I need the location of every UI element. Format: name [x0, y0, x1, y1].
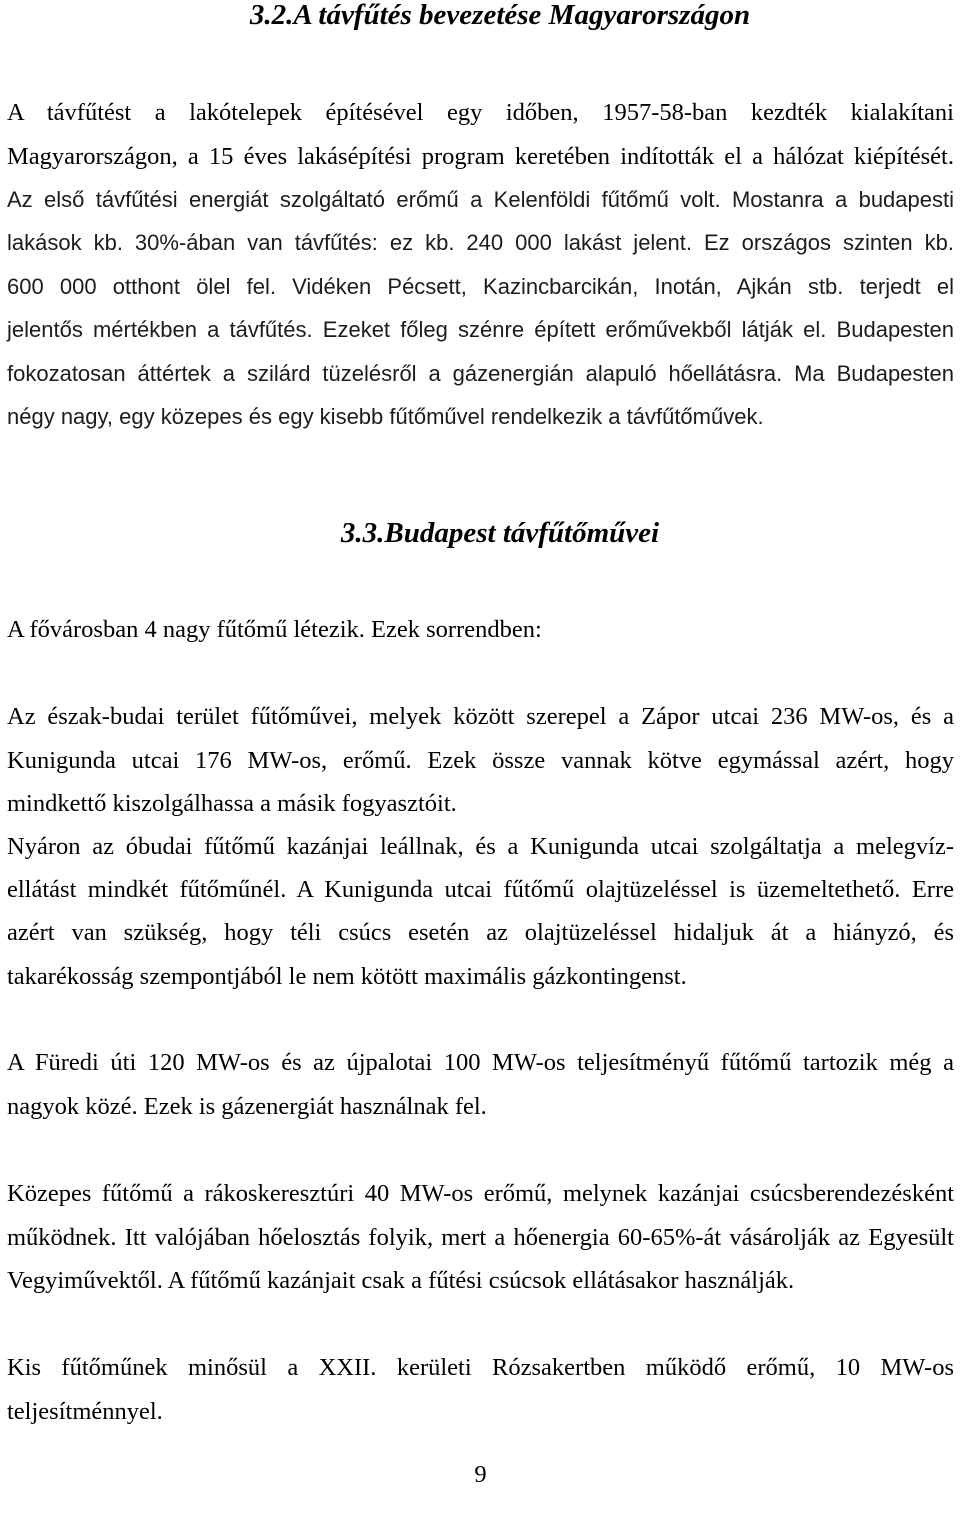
paragraph-line: Az első távfűtési energiát szolgáltató erőmű a Kelenföldi fűtőmű volt. Mostanra a budapesti: [7, 187, 954, 213]
paragraph-line: azért van szükség, hogy téli csúcs esetén az olajtüzeléssel hidaljuk át a hiányzó, és: [7, 919, 954, 947]
paragraph-line: takarékosság szempontjából le nem kötött maximális gázkontingenst.: [7, 962, 687, 990]
section-heading-3-2: 3.2.A távfűtés bevezetése Magyarországon: [249, 0, 751, 31]
paragraph-line: mindkettő kiszolgálhassa a másik fogyasztóit.: [7, 790, 457, 818]
paragraph-medium-plant: [7, 1172, 954, 1302]
section-heading-3-3: 3.3.Budapest távfűtőművei: [340, 517, 660, 549]
paragraph-line: Az észak-budai terület fűtőművei, melyek között szerepel a Zápor utcai 236 MW-os, és a: [7, 703, 954, 731]
paragraph-small-plant: [7, 1346, 954, 1433]
paragraph-line: Kunigunda utcai 176 MW-os, erőmű. Ezek össze vannak kötve egymással azért, hogy: [7, 746, 954, 774]
paragraph-line: működnek. Itt valójában hőelosztás folyik, mert a hőenergia 60-65%-át vásárolják az Egyesült: [7, 1223, 954, 1251]
paragraph-line: 600 000 otthont ölel fel. Vidéken Pécsett, Kazincbarcikán, Inotán, Ajkán stb. terjedt el: [7, 273, 954, 299]
paragraph-intro-district-heating: [7, 91, 954, 438]
section-intro: [7, 608, 954, 651]
paragraph-line: Vegyiművektől. A fűtőmű kazánjait csak a fűtési csúcsok ellátásakor használják.: [7, 1267, 795, 1295]
paragraph-line: ellátást mindkét fűtőműnél. A Kunigunda utcai fűtőmű olajtüzeléssel is üzemeltethető. Erre: [7, 875, 954, 903]
paragraph-line: teljesítménnyel.: [7, 1397, 163, 1425]
intro-line: A fővárosban 4 nagy fűtőmű létezik. Ezek sorrendben:: [7, 616, 542, 644]
paragraph-north-buda: [7, 695, 954, 825]
paragraph-line: Nyáron az óbudai fűtőmű kazánjai leállnak, és a Kunigunda utcai szolgáltatja a melegvíz-: [7, 832, 954, 860]
page-number: 9: [474, 1461, 487, 1488]
paragraph-line: nagyok közé. Ezek is gázenergiát használnak fel.: [7, 1092, 487, 1120]
paragraph-line: négy nagy, egy közepes és egy kisebb fűtőművel rendelkezik a távfűtőművek.: [7, 404, 764, 430]
paragraph-line: jelentős mértékben a távfűtés. Ezeket főleg szénre épített erőművekből látják el. Budapesten: [7, 317, 954, 343]
paragraph-line: Magyarországon, a 15 éves lakásépítési program keretében indították el a hálózat kiépítését.: [7, 142, 954, 170]
paragraph-summer-operation: [7, 825, 954, 999]
paragraph-line: A Füredi úti 120 MW-os és az újpalotai 100 MW-os teljesítményű fűtőmű tartozik még a: [7, 1049, 954, 1077]
paragraph-large-plants: [7, 1041, 954, 1128]
paragraph-line: Közepes fűtőmű a rákoskeresztúri 40 MW-os erőmű, melynek kazánjai csúcsberendezésként: [7, 1180, 954, 1208]
paragraph-line: A távfűtést a lakótelepek építésével egy időben, 1957-58-ban kezdték kialakítani: [7, 99, 954, 127]
paragraph-line: fokozatosan áttértek a szilárd tüzelésről a gázenergián alapuló hőellátásra. Ma Budapesten: [7, 360, 954, 386]
paragraph-line: Kis fűtőműnek minősül a XXII. kerületi Rózsakertben működő erőmű, 10 MW-os: [7, 1354, 954, 1382]
paragraph-line: lakások kb. 30%-ában van távfűtés: ez kb. 240 000 lakást jelent. Ez országos szinten kb.: [7, 230, 954, 256]
